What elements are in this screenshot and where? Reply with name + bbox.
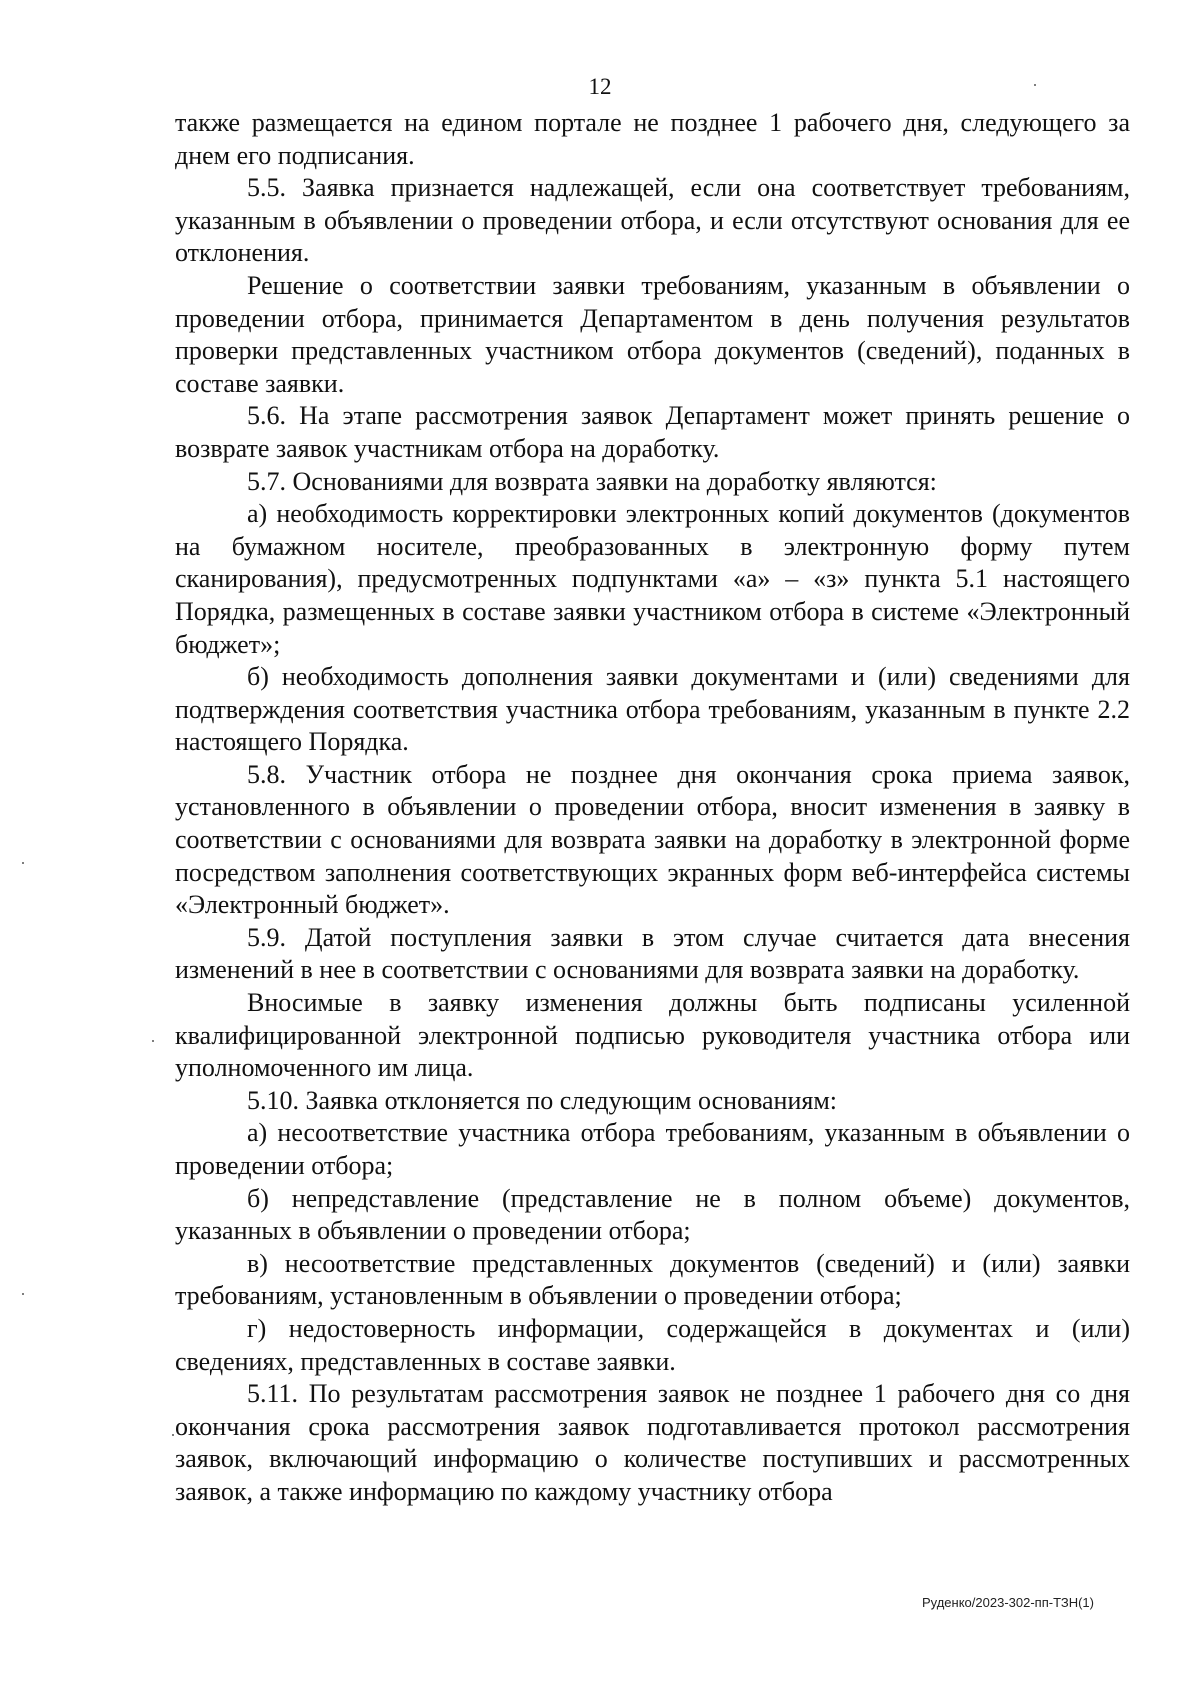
- paragraph-5-10-b: б) непредставление (представление не в полном объеме) документов, указанных в объявлении о проведении отбора;: [175, 1183, 1130, 1246]
- scan-speck: [22, 862, 24, 864]
- scan-speck: [1034, 84, 1036, 86]
- paragraph: также размещается на едином портале не позднее 1 рабочего дня, следующего за днем его подписания.: [175, 108, 1130, 170]
- paragraph-5-10: 5.10. Заявка отклоняется по следующим основаниям:: [247, 1085, 838, 1115]
- paragraph-5-7-b: б) необходимость дополнения заявки документами и (или) сведениями для подтверждения соответствия участника отбора требованиям, указанным в пункте 2.2 настоящего Порядка.: [175, 662, 1130, 757]
- document-body: [175, 107, 1130, 1509]
- paragraph-5-7-a: а) необходимость корректировки электронных копий документов (документов на бумажном носителе, преобразованных в электронную форму путем сканирования), предусмотренных подпунктами «а» – «з» пункта 5.1 настоящего Порядка, размещенных в составе заявки участником отбора в системе «Электронный бюджет»;: [175, 499, 1130, 659]
- paragraph-5-11: 5.11. По результатам рассмотрения заявок не позднее 1 рабочего дня со дня окончания срока рассмотрения заявок подготавливается протокол рассмотрения заявок, включающий информацию о количестве поступивших и рассмотренных заявок, а также информацию по каждому участнику отбора: [175, 1379, 1130, 1506]
- paragraph-decision: Решение о соответствии заявки требованиям, указанным в объявлении о проведении отбора, принимается Департаментом в день получения результатов проверки представленных участником отбора документов (сведений), поданных в составе заявки.: [175, 270, 1130, 398]
- paragraph-5-9: 5.9. Датой поступления заявки в этом случае считается дата внесения изменений в нее в соответствии с основаниями для возврата заявки на доработку.: [175, 922, 1130, 985]
- paragraph-5-10-g: г) недостоверность информации, содержащейся в документах и (или) сведениях, представленных в составе заявки.: [175, 1313, 1130, 1376]
- page-number: 12: [588, 74, 612, 99]
- document-code-footer: Руденко/2023-302-пп-ТЗН(1): [921, 1595, 1094, 1610]
- scan-speck: [172, 1434, 174, 1436]
- paragraph-5-10-v: в) несоответствие представленных документов (сведений) и (или) заявки требованиям, установленным в объявлении о проведении отбора;: [175, 1248, 1130, 1311]
- scan-speck: [22, 1293, 24, 1295]
- paragraph-5-6: 5.6. На этапе рассмотрения заявок Департамент может принять решение о возврате заявок участникам отбора на доработку.: [175, 401, 1130, 463]
- paragraph-5-10-a: а) несоответствие участника отбора требованиям, указанным в объявлении о проведении отбора;: [175, 1118, 1130, 1180]
- paragraph-5-8: 5.8. Участник отбора не позднее дня окончания срока приема заявок, установленного в объявлении о проведении отбора, вносит изменения в заявку в соответствии с основаниями для возврата заявки на доработку в электронной форме посредством заполнения соответствующих экранных форм веб-интерфейса системы «Электронный бюджет».: [175, 759, 1130, 920]
- scan-speck: [152, 1040, 154, 1042]
- paragraph-changes-signature: Вносимые в заявку изменения должны быть подписаны усиленной квалифицированной электронной подписью руководителя участника отбора или уполномоченного им лица.: [175, 988, 1130, 1083]
- paragraph-5-5: 5.5. Заявка признается надлежащей, если она соответствует требованиям, указанным в объявлении о проведении отбора, и если отсутствуют основания для ее отклонения.: [175, 173, 1130, 268]
- paragraph-5-7: 5.7. Основаниями для возврата заявки на доработку являются:: [247, 466, 937, 496]
